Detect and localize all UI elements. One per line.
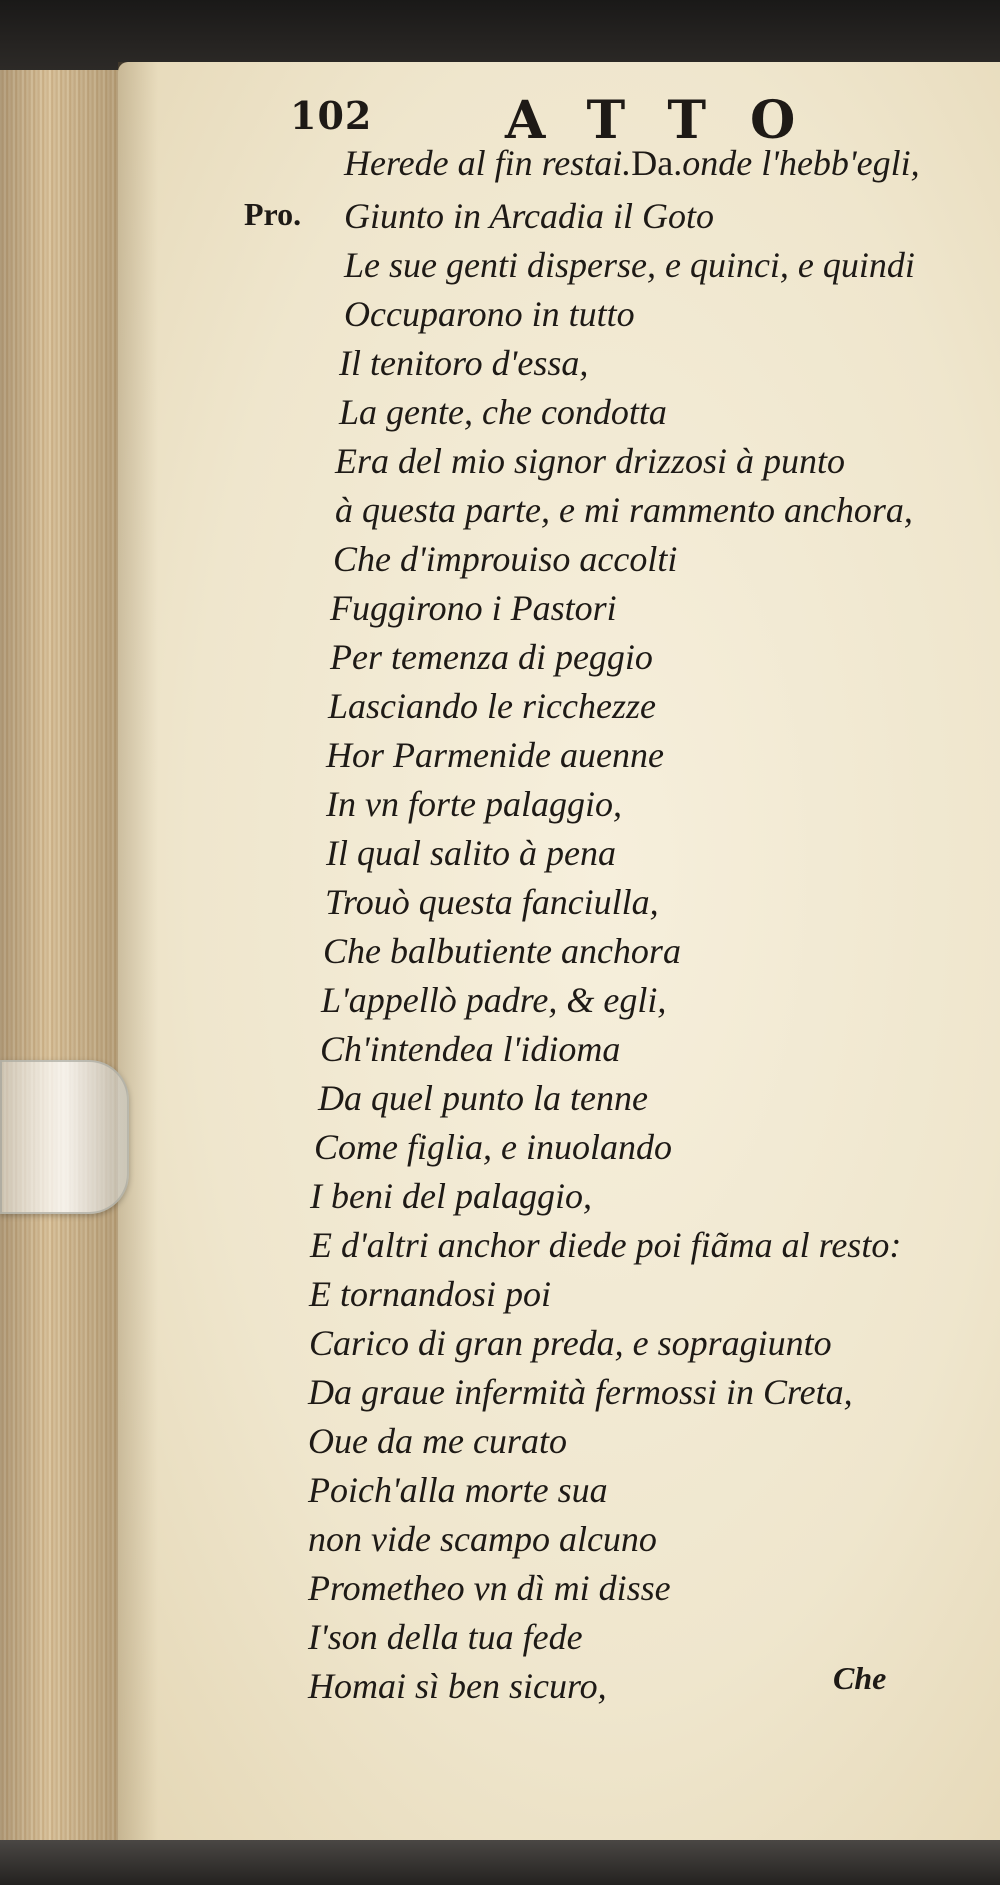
verse-line: Occuparono in tutto bbox=[344, 294, 635, 334]
verse-line: Ch'intendea l'idioma bbox=[320, 1029, 621, 1069]
verse-line: Oue da me curato bbox=[308, 1421, 567, 1461]
verse-line: Hor Parmenide auenne bbox=[326, 735, 664, 775]
verse-line: à questa parte, e mi rammento anchora, bbox=[335, 490, 913, 530]
verse-text: onde l'hebb'egli, bbox=[682, 143, 920, 183]
verse-line bbox=[344, 142, 920, 184]
verse-line: L'appellò padre, & egli, bbox=[321, 980, 667, 1020]
verse-line: Era del mio signor drizzosi à punto bbox=[335, 441, 846, 481]
verse-line: non vide scampo alcuno bbox=[308, 1519, 657, 1559]
verse-line: I beni del palaggio, bbox=[310, 1176, 592, 1216]
page-clip bbox=[0, 1060, 129, 1214]
verse-line: Il qual salito à pena bbox=[326, 833, 616, 873]
verse-line: Prometheo vn dì mi disse bbox=[308, 1568, 671, 1608]
page-fore-edge bbox=[0, 70, 122, 1850]
verse-line: Come figlia, e inuolando bbox=[314, 1127, 672, 1167]
running-head: ATTO bbox=[505, 90, 840, 151]
verse-line: Che d'improuiso accolti bbox=[333, 539, 678, 579]
speaker-abbrev: Da. bbox=[631, 143, 683, 183]
verse-line: E tornandosi poi bbox=[309, 1274, 552, 1314]
bottom-edge bbox=[0, 1840, 1000, 1885]
speaker-label: Pro. bbox=[244, 196, 302, 232]
verse-line: Che balbutiente anchora bbox=[323, 931, 681, 971]
catchword: Che bbox=[833, 1660, 887, 1696]
page-number: 102 bbox=[290, 93, 373, 138]
verse-line: E d'altri anchor diede poi fiãma al resto: bbox=[310, 1225, 902, 1265]
verse-line: I'son della tua fede bbox=[308, 1617, 583, 1657]
verse-line: In vn forte palaggio, bbox=[326, 784, 622, 824]
verse-line: Per temenza di peggio bbox=[330, 637, 653, 677]
verse-line: Il tenitoro d'essa, bbox=[339, 343, 589, 383]
verse-line: Da graue infermità fermossi in Creta, bbox=[308, 1372, 853, 1412]
verse-line: Carico di gran preda, e sopragiunto bbox=[309, 1323, 832, 1363]
verse-line: Homai sì ben sicuro, bbox=[308, 1666, 607, 1706]
verse-line: Da quel punto la tenne bbox=[318, 1078, 648, 1118]
verse-line: Fuggirono i Pastori bbox=[330, 588, 617, 628]
verse-line: Giunto in Arcadia il Goto bbox=[344, 196, 715, 236]
verse-line: Lasciando le ricchezze bbox=[328, 686, 656, 726]
verse-line: Poich'alla morte sua bbox=[308, 1470, 608, 1510]
verse-line: Le sue genti disperse, e quinci, e quindi bbox=[344, 245, 915, 285]
verse-line: La gente, che condotta bbox=[339, 392, 667, 432]
verse-text: Herede al fin restai. bbox=[344, 143, 632, 183]
verse-line: Trouò questa fanciulla, bbox=[325, 882, 659, 922]
